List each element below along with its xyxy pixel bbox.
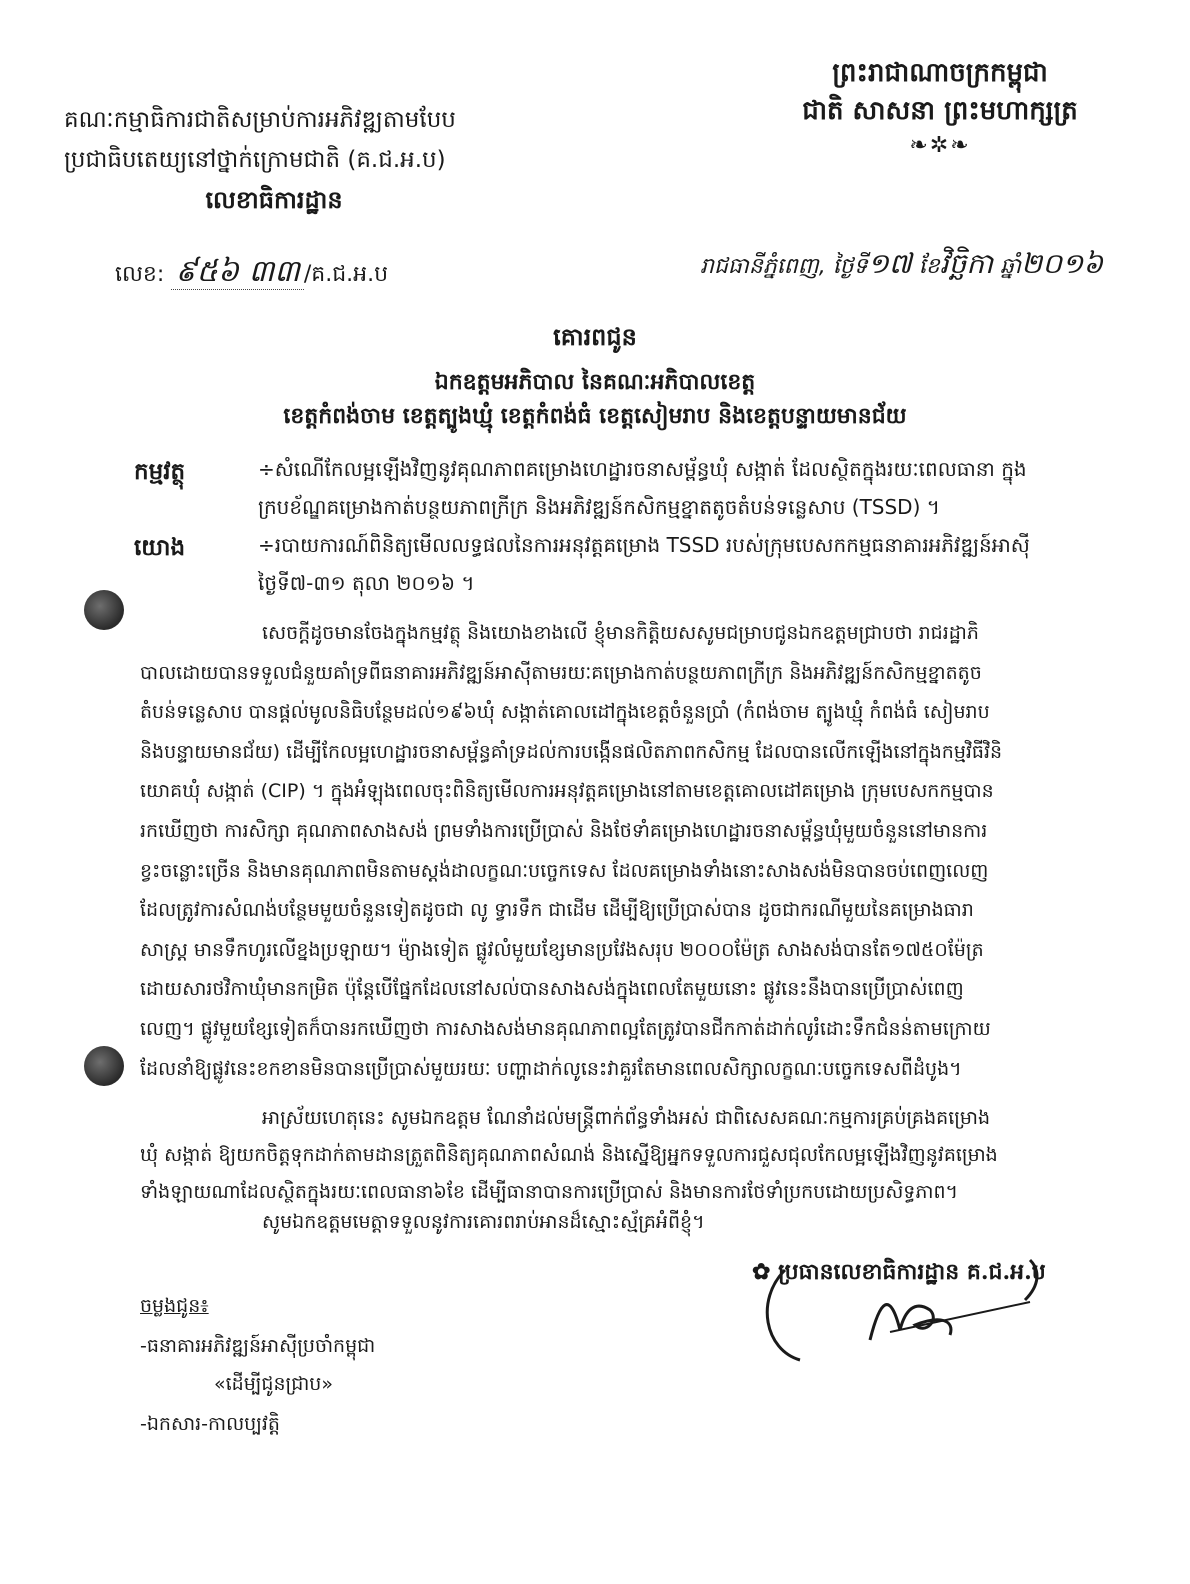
date-year: ២០១៦ <box>1021 247 1104 280</box>
reference-label: យោង <box>134 534 186 561</box>
date-month-label: ខែ <box>918 254 940 279</box>
body-p1-line: តំបន់ទន្លេសាប បានផ្តល់មូលនិធិបន្ថែមដល់១៩៦ឃុំ សង្កាត់គោលដៅក្នុងខេត្តចំនួនប្រាំ (កំពង់ចាម ត្បូងឃ្មុំ កំពង់ធំ សៀមរាប <box>140 701 990 724</box>
kingdom-name: ព្រះរាជាណាចក្រកម្ពុជា <box>832 58 1048 88</box>
reference-number <box>115 252 388 296</box>
date-month: វិច្ឆិកា <box>939 247 994 280</box>
punch-hole-bottom <box>84 1046 124 1086</box>
punch-hole-top <box>84 590 124 630</box>
handwritten-signature <box>740 1240 1060 1380</box>
subject-line1: ÷សំណើកែលម្អឡើងវិញនូវគុណភាពគម្រោងហេដ្ឋារចនាសម្ព័ន្ធឃុំ សង្កាត់ ដែលស្ថិតក្នុងរយៈពេលធានា ក្នុង <box>258 457 1027 481</box>
respectfully-to: គោរពជូន <box>553 322 637 351</box>
body-p1-line: បាលដោយបានទទួលជំនួយគាំទ្រពីធនាគារអភិវឌ្ឍន៍អាស៊ីតាមរយៈគម្រោងកាត់បន្ថយភាពក្រីក្រ និងអភិវឌ្ឍន៍កសិកម្មខ្នាតតូច <box>140 661 982 684</box>
body-p1-line: សេចក្តីដូចមានចែងក្នុងកម្មវត្ថុ និងយោងខាងលើ ខ្ញុំមានកិត្តិយសសូមជម្រាបជូនឯកឧត្តមជ្រាបថា រាជរដ្ឋាភិ <box>262 622 979 644</box>
signatory-title-text: ប្រធានលេខាធិការដ្ឋាន គ.ជ.អ.ប <box>778 1259 1046 1285</box>
body-paragraph-2 <box>140 1100 1100 1211</box>
reference-text <box>258 526 1088 602</box>
date-place: រាជធានីភ្នំពេញ, ថ្ងៃទី <box>700 254 868 279</box>
body-p1-line: ដែលនាំឱ្យផ្លូវនេះខកខានមិនបានប្រើប្រាស់មួយរយៈ បញ្ហាដាក់លូនេះវាគួរតែមានពេលសិក្សាលក្ខណៈបច្ចេកទេសពីដំបូង។ <box>140 1057 962 1080</box>
reference-line2: ថ្ងៃទី៧-៣១ តុលា ២០១៦ ។ <box>258 571 475 595</box>
copies-item-archive: -ឯកសារ-កាលប្បវត្តិ <box>140 1413 280 1435</box>
kingdom-header <box>770 55 1110 161</box>
ornament-icon: ❧✲❧ <box>909 133 971 158</box>
body-p2-line: ទាំងឡាយណាដែលស្ថិតក្នុងរយៈពេលធានា៦ខែ ដើម្បីធានាបានការប្រើប្រាស់ និងមានការថែទាំប្រកបដោយប្រសិទ្ធភាព។ <box>140 1181 959 1203</box>
subject-label: កម្មវត្ថុ <box>134 458 186 485</box>
body-p1-line: រកឃើញថា ការសិក្សា គុណភាពសាងសង់ ព្រមទាំងការប្រើប្រាស់ និងថែទាំគម្រោងហេដ្ឋារចនាសម្ព័ន្ធឃុំមួយចំនួននៅមានការ <box>140 819 988 842</box>
date-day: ១៧ <box>867 247 912 280</box>
body-p1-line: លេញ។ ផ្លូវមួយខ្សែទៀតក៏បានរកឃើញថា ការសាងសង់មានគុណភាពល្អតែត្រូវបានជីកកាត់ដាក់លូរំដោះទឹកជំនន់តាមក្រោយ <box>140 1017 991 1040</box>
subject-text <box>258 450 1088 526</box>
agency-header <box>64 100 524 220</box>
body-p1-line: យោគឃុំ សង្កាត់ (CIP) ។ ក្នុងអំឡុងពេលចុះពិនិត្យមើលការអនុវត្តគម្រោងនៅតាមខេត្តគោលដៅគម្រោង ក្រុមបេសកកម្មបាន <box>140 780 994 803</box>
date-year-label: ឆ្នាំ <box>1000 254 1022 279</box>
national-motto: ជាតិ សាសនា ព្រះមហាក្សត្រ <box>802 96 1078 126</box>
subject-line2: ក្របខ័ណ្ឌគម្រោងកាត់បន្ថយភាពក្រីក្រ និងអភិវឌ្ឍន៍កសិកម្មខ្នាតតូចតំបន់ទន្លេសាប (TSSD) ។ <box>258 495 940 519</box>
reference-prefix: លេខ: <box>115 262 165 287</box>
body-p2-line: អាស្រ័យហេតុនេះ សូមឯកឧត្តម ណែនាំដល់មន្ត្រីពាក់ព័ន្ធទាំងអស់ ជាពិសេសគណៈកម្មការគ្រប់គ្រងគម្រោង <box>262 1107 991 1129</box>
flower-icon: ✿ <box>752 1259 771 1285</box>
body-p1-line: ខ្វះចន្លោះច្រើន និងមានគុណភាពមិនតាមស្តង់ដាលក្ខណៈបច្ចេកទេស ដែលគម្រោងទាំងនោះសាងសង់មិនបានចប់ពេញលេញ <box>140 859 989 882</box>
body-paragraph-1 <box>140 614 1100 1089</box>
body-p1-line: សាស្ត្រ មានទឹកហូរលើខ្នងប្រឡាយ។ ម៉្យាងទៀត ផ្លូវលំមួយខ្សែមានប្រវែងសរុប ២០០០ម៉ែត្រ សាងសង់បានតែ១៧៥០ម៉ែត្រ <box>140 938 984 961</box>
reference-handwritten-number: ៩៥៦ ៣៣ <box>171 254 304 290</box>
date-line <box>700 246 1103 287</box>
copies-title: ចម្លងជូន៖ <box>140 1295 209 1317</box>
recipient-title: ឯកឧត្តមអភិបាល នៃគណៈអភិបាលខេត្ត <box>434 369 756 395</box>
body-p1-line: និងបន្ទាយមានជ័យ) ដើម្បីកែលម្អហេដ្ឋារចនាសម្ព័ន្ធគាំទ្រដល់ការបង្កើនផលិតភាពកសិកម្ម ដែលបានលើកឡើងនៅក្នុងកម្មវិធីវិនិ <box>140 740 1003 763</box>
recipient-provinces: ខេត្តកំពង់ចាម ខេត្តត្បូងឃ្មុំ ខេត្តកំពង់ធំ ខេត្តសៀមរាប និងខេត្តបន្ទាយមានជ័យ <box>283 403 907 429</box>
secretariat-name: លេខាធិការដ្ឋាន <box>205 185 343 214</box>
reference-suffix: /គ.ជ.អ.ប <box>303 262 389 287</box>
body-p2-line: ឃុំ សង្កាត់ ឱ្យយកចិត្តទុកដាក់តាមដានត្រួតពិនិត្យគុណភាពសំណង់ និងស្នើឱ្យអ្នកទទួលការជួសជុលកែលម្អឡើងវិញនូវគម្រោង <box>140 1144 998 1166</box>
body-p1-line: ដែលត្រូវការសំណង់បន្ថែមមួយចំនួនទៀតដូចជា លូ ទ្វារទឹក ជាដើម ដើម្បីឱ្យប្រើប្រាស់បាន ដូចជាករណីមួយនៃគម្រោងធារា <box>140 899 974 922</box>
body-p1-line: ដោយសារថវិកាឃុំមានកម្រិត ប៉ុន្តែបើផ្នែកដែលនៅសល់បានសាងសង់ក្នុងពេលតែមួយនោះ ផ្លូវនេះនឹងបានប្រើប្រាស់ពេញ <box>140 978 964 1001</box>
agency-name-line2: ប្រជាធិបតេយ្យនៅថ្នាក់ក្រោមជាតិ (គ.ជ.អ.ប) <box>64 147 446 173</box>
reference-line1: ÷របាយការណ៍ពិនិត្យមើលលទ្ធផលនៃការអនុវត្តគម្រោង TSSD របស់ក្រុមបេសកកម្មធនាគារអភិវឌ្ឍន៍អាស៊ី <box>258 533 1030 557</box>
copies-item-adb: -ធនាគារអភិវឌ្ឍន៍អាស៊ីប្រចាំកម្ពុជា <box>140 1335 376 1357</box>
agency-name-line1: គណៈកម្មាធិការជាតិសម្រាប់ការអភិវឌ្ឍតាមបែប <box>64 107 456 133</box>
copies-item-adb-note: «ដើម្បីជូនជ្រាប» <box>214 1373 333 1395</box>
closing-line: សូមឯកឧត្តមមេត្តាទទួលនូវការគោរពរាប់អានដ៏ស្មោះស្ម័គ្រអំពីខ្ញុំ។ <box>262 1211 705 1233</box>
